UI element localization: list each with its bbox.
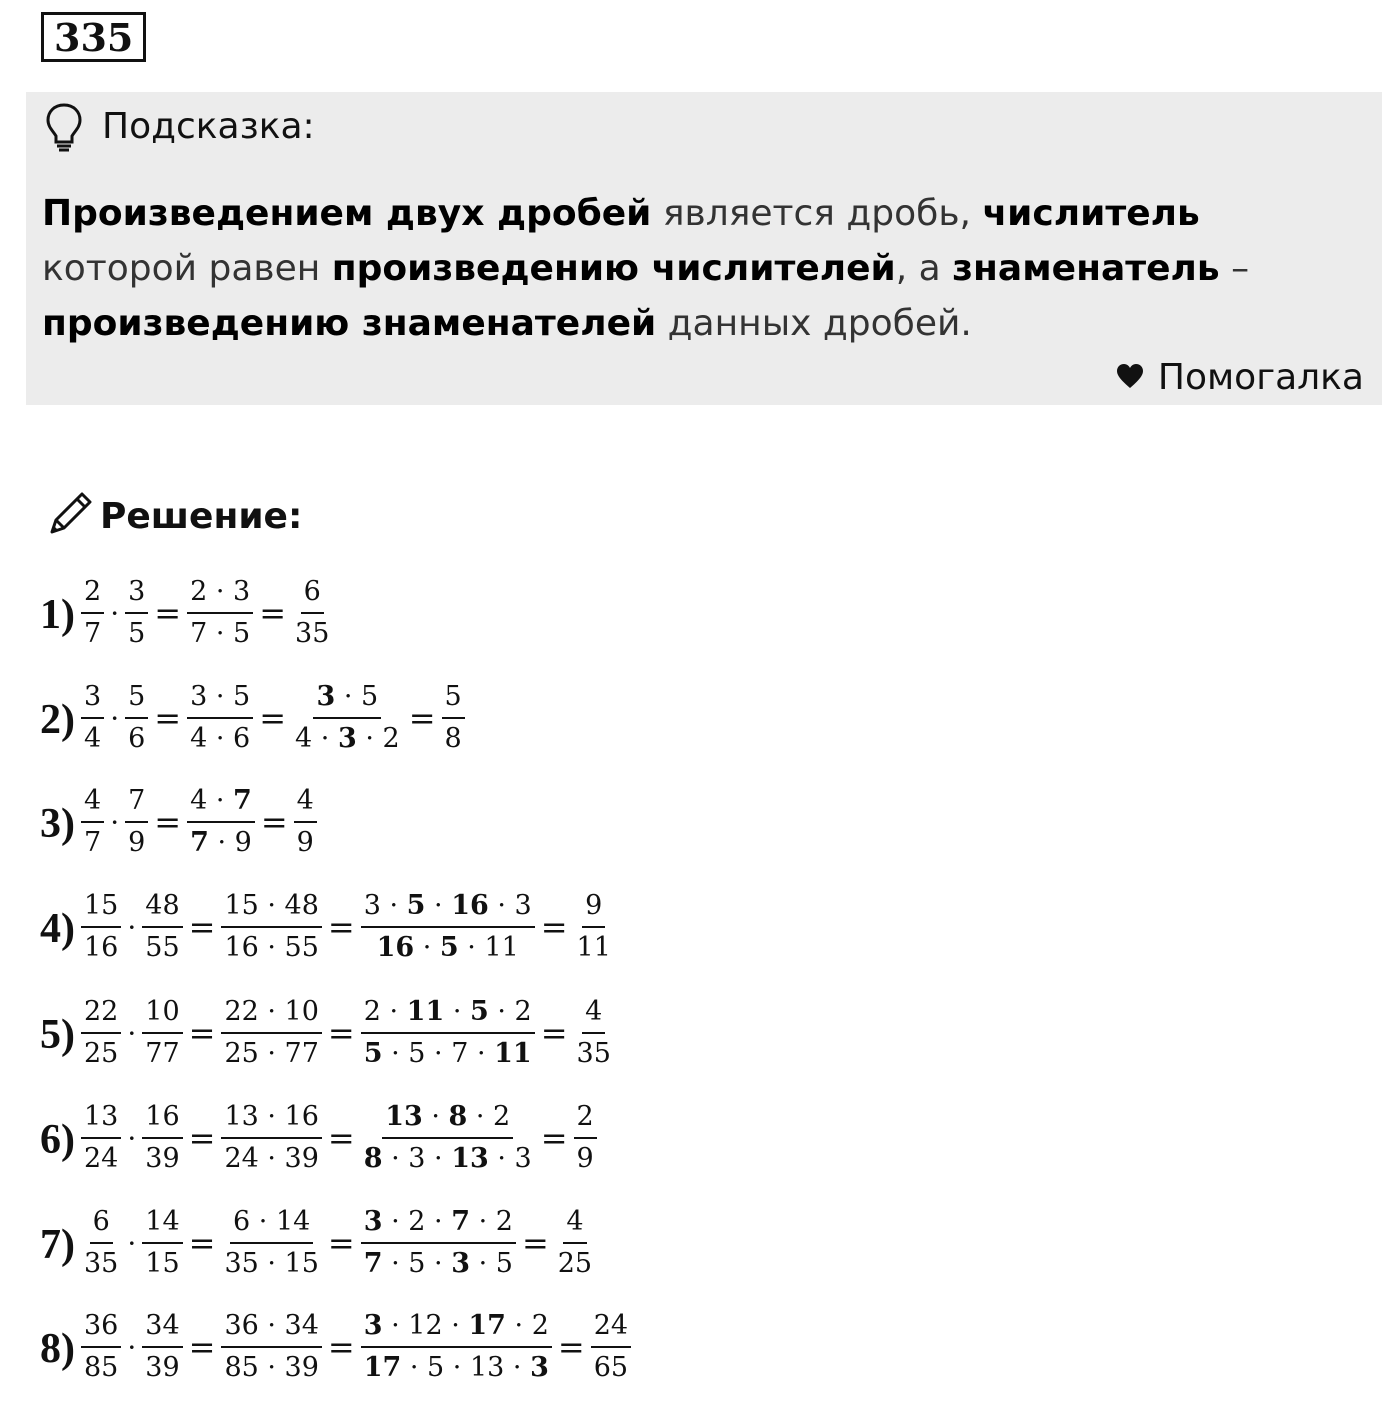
multiply-sign: · <box>127 1016 137 1050</box>
numerator: 15 · 48 <box>221 886 321 928</box>
numerator: 34 <box>142 1306 182 1348</box>
fraction <box>81 992 121 1074</box>
fraction <box>125 781 148 863</box>
equals-sign: = <box>327 1119 355 1157</box>
solution-row-label: 8) <box>40 1326 75 1372</box>
numerator: 16 <box>142 1097 182 1139</box>
fraction <box>574 992 614 1074</box>
solution-row <box>40 777 317 867</box>
denominator: 6 <box>128 723 146 754</box>
equals-sign: = <box>327 1014 355 1052</box>
numerator: 4 <box>582 992 605 1034</box>
fraction <box>292 572 332 654</box>
numerator: 2 <box>81 572 104 614</box>
numerator: 3 · 5 <box>313 677 381 719</box>
fraction <box>221 1097 321 1179</box>
fraction <box>574 1097 597 1179</box>
solution-row-label: 6) <box>40 1117 75 1163</box>
numerator: 3 <box>125 572 148 614</box>
fraction <box>361 1306 552 1388</box>
numerator: 48 <box>142 886 182 928</box>
numerator: 22 · 10 <box>221 992 321 1034</box>
equals-sign: = <box>188 908 216 946</box>
numerator: 13 · 8 · 2 <box>382 1097 513 1139</box>
fraction <box>361 1097 535 1179</box>
denominator: 9 <box>296 827 314 858</box>
denominator: 35 <box>576 1038 611 1069</box>
equals-sign: = <box>154 699 182 737</box>
solution-row-label: 2) <box>40 697 75 743</box>
fraction <box>125 572 148 654</box>
solution-row <box>40 1302 631 1392</box>
denominator: 5 · 5 · 7 · 11 <box>363 1038 532 1069</box>
equals-sign: = <box>260 803 288 841</box>
denominator: 16 · 5 · 11 <box>376 932 519 963</box>
numerator: 10 <box>142 992 182 1034</box>
denominator: 7 · 5 · 3 · 5 <box>363 1248 513 1279</box>
solution-row-label: 1) <box>40 592 75 638</box>
task-number: 335 <box>41 12 146 62</box>
denominator: 9 <box>128 827 146 858</box>
fraction <box>221 1202 321 1284</box>
multiply-sign: · <box>110 805 120 839</box>
denominator: 4 <box>84 723 102 754</box>
multiply-sign: · <box>110 701 120 735</box>
numerator: 36 <box>81 1306 121 1348</box>
heart-icon <box>1116 363 1144 389</box>
solution-row <box>40 988 614 1078</box>
numerator: 7 <box>125 781 148 823</box>
multiply-sign: · <box>110 596 120 630</box>
numerator: 5 <box>125 677 148 719</box>
numerator: 3 · 5 <box>187 677 253 719</box>
denominator: 25 <box>557 1248 593 1279</box>
fraction <box>81 1306 121 1388</box>
fraction <box>361 886 535 968</box>
denominator: 7 <box>84 618 102 649</box>
numerator: 4 <box>81 781 104 823</box>
denominator: 5 <box>128 618 146 649</box>
numerator: 4 <box>294 781 317 823</box>
denominator: 16 <box>84 932 119 963</box>
equals-sign: = <box>557 1328 585 1366</box>
numerator: 4 <box>563 1202 586 1244</box>
fraction <box>125 677 148 759</box>
fraction <box>81 1097 121 1179</box>
equals-sign: = <box>154 803 182 841</box>
fraction <box>555 1202 595 1284</box>
numerator: 6 <box>90 1202 113 1244</box>
helper-label: Помогалка <box>1157 357 1364 398</box>
equals-sign: = <box>540 908 568 946</box>
numerator: 6 <box>301 572 324 614</box>
denominator: 55 <box>145 932 180 963</box>
equals-sign: = <box>540 1119 568 1157</box>
fraction <box>442 677 465 759</box>
denominator: 4 · 6 <box>190 723 251 754</box>
numerator: 5 <box>442 677 465 719</box>
numerator: 24 <box>591 1306 631 1348</box>
fraction <box>81 886 121 968</box>
equals-sign: = <box>327 1328 355 1366</box>
equals-sign: = <box>188 1014 216 1052</box>
denominator: 24 <box>84 1143 119 1174</box>
solution-row <box>40 1093 597 1183</box>
fraction <box>591 1306 631 1388</box>
denominator: 11 <box>576 932 611 963</box>
equals-sign: = <box>188 1224 216 1262</box>
solution-row <box>40 673 465 763</box>
solution-row-label: 3) <box>40 801 75 847</box>
lightbulb-icon <box>44 102 84 154</box>
denominator: 7 · 5 <box>190 618 251 649</box>
denominator: 4 · 3 · 2 <box>295 723 400 754</box>
fraction <box>294 781 317 863</box>
fraction <box>187 572 253 654</box>
denominator: 85 <box>84 1352 119 1383</box>
solution-row-label: 5) <box>40 1012 75 1058</box>
denominator: 35 · 15 <box>224 1248 319 1279</box>
fraction <box>574 886 614 968</box>
denominator: 17 · 5 · 13 · 3 <box>363 1352 549 1383</box>
fraction <box>81 572 104 654</box>
equals-sign: = <box>188 1119 216 1157</box>
solution-row <box>40 1198 595 1288</box>
numerator: 2 · 3 <box>187 572 253 614</box>
equals-sign: = <box>259 699 287 737</box>
hint-text: Произведением двух дробей является дробь, числитель которой равен произведению числителей, а знаменатель – произведению знаменателей данных дробей. <box>42 193 1250 344</box>
denominator: 15 <box>145 1248 180 1279</box>
denominator: 7 <box>84 827 102 858</box>
denominator: 25 <box>84 1038 119 1069</box>
numerator: 3 · 12 · 17 · 2 <box>361 1306 552 1348</box>
solution-row <box>40 568 332 658</box>
equals-sign: = <box>188 1328 216 1366</box>
numerator: 3 <box>81 677 104 719</box>
solution-title: Решение: <box>100 496 303 537</box>
numerator: 2 <box>574 1097 597 1139</box>
fraction <box>81 1202 121 1284</box>
denominator: 7 · 9 <box>190 827 252 858</box>
numerator: 15 <box>81 886 121 928</box>
equals-sign: = <box>327 1224 355 1262</box>
denominator: 77 <box>145 1038 180 1069</box>
equals-sign: = <box>521 1224 549 1262</box>
hint-title: Подсказка: <box>102 106 315 147</box>
numerator: 13 <box>81 1097 121 1139</box>
denominator: 8 · 3 · 13 · 3 <box>363 1143 532 1174</box>
fraction <box>361 992 535 1074</box>
solution-row-label: 4) <box>40 906 75 952</box>
solution-row <box>40 882 614 972</box>
fraction <box>81 781 104 863</box>
solution-row-label: 7) <box>40 1222 75 1268</box>
equals-sign: = <box>327 908 355 946</box>
fraction <box>361 1202 516 1284</box>
multiply-sign: · <box>127 1226 137 1260</box>
numerator: 22 <box>81 992 121 1034</box>
fraction <box>142 992 182 1074</box>
fraction <box>81 677 104 759</box>
multiply-sign: · <box>127 1121 137 1155</box>
fraction <box>221 992 321 1074</box>
fraction <box>142 1202 182 1284</box>
fraction <box>292 677 403 759</box>
denominator: 35 <box>295 618 330 649</box>
fraction <box>142 886 182 968</box>
fraction <box>187 781 255 863</box>
numerator: 3 · 2 · 7 · 2 <box>361 1202 516 1244</box>
numerator: 13 · 16 <box>221 1097 321 1139</box>
denominator: 39 <box>145 1352 180 1383</box>
equals-sign: = <box>408 699 436 737</box>
multiply-sign: · <box>127 1330 137 1364</box>
numerator: 9 <box>582 886 605 928</box>
fraction <box>187 677 253 759</box>
numerator: 2 · 11 · 5 · 2 <box>361 992 535 1034</box>
numerator: 14 <box>142 1202 182 1244</box>
fraction <box>221 886 321 968</box>
fraction <box>142 1306 182 1388</box>
equals-sign: = <box>259 594 287 632</box>
numerator: 36 · 34 <box>221 1306 321 1348</box>
denominator: 39 <box>145 1143 180 1174</box>
numerator: 6 · 14 <box>230 1202 313 1244</box>
pencil-icon <box>44 488 96 540</box>
denominator: 24 · 39 <box>224 1143 319 1174</box>
denominator: 16 · 55 <box>224 932 319 963</box>
fraction <box>142 1097 182 1179</box>
denominator: 35 <box>84 1248 119 1279</box>
denominator: 85 · 39 <box>224 1352 319 1383</box>
numerator: 4 · 7 <box>187 781 255 823</box>
denominator: 65 <box>593 1352 629 1383</box>
fraction <box>221 1306 321 1388</box>
denominator: 25 · 77 <box>224 1038 319 1069</box>
equals-sign: = <box>154 594 182 632</box>
equals-sign: = <box>540 1014 568 1052</box>
denominator: 9 <box>576 1143 594 1174</box>
multiply-sign: · <box>127 910 137 944</box>
denominator: 8 <box>444 723 462 754</box>
numerator: 3 · 5 · 16 · 3 <box>361 886 535 928</box>
